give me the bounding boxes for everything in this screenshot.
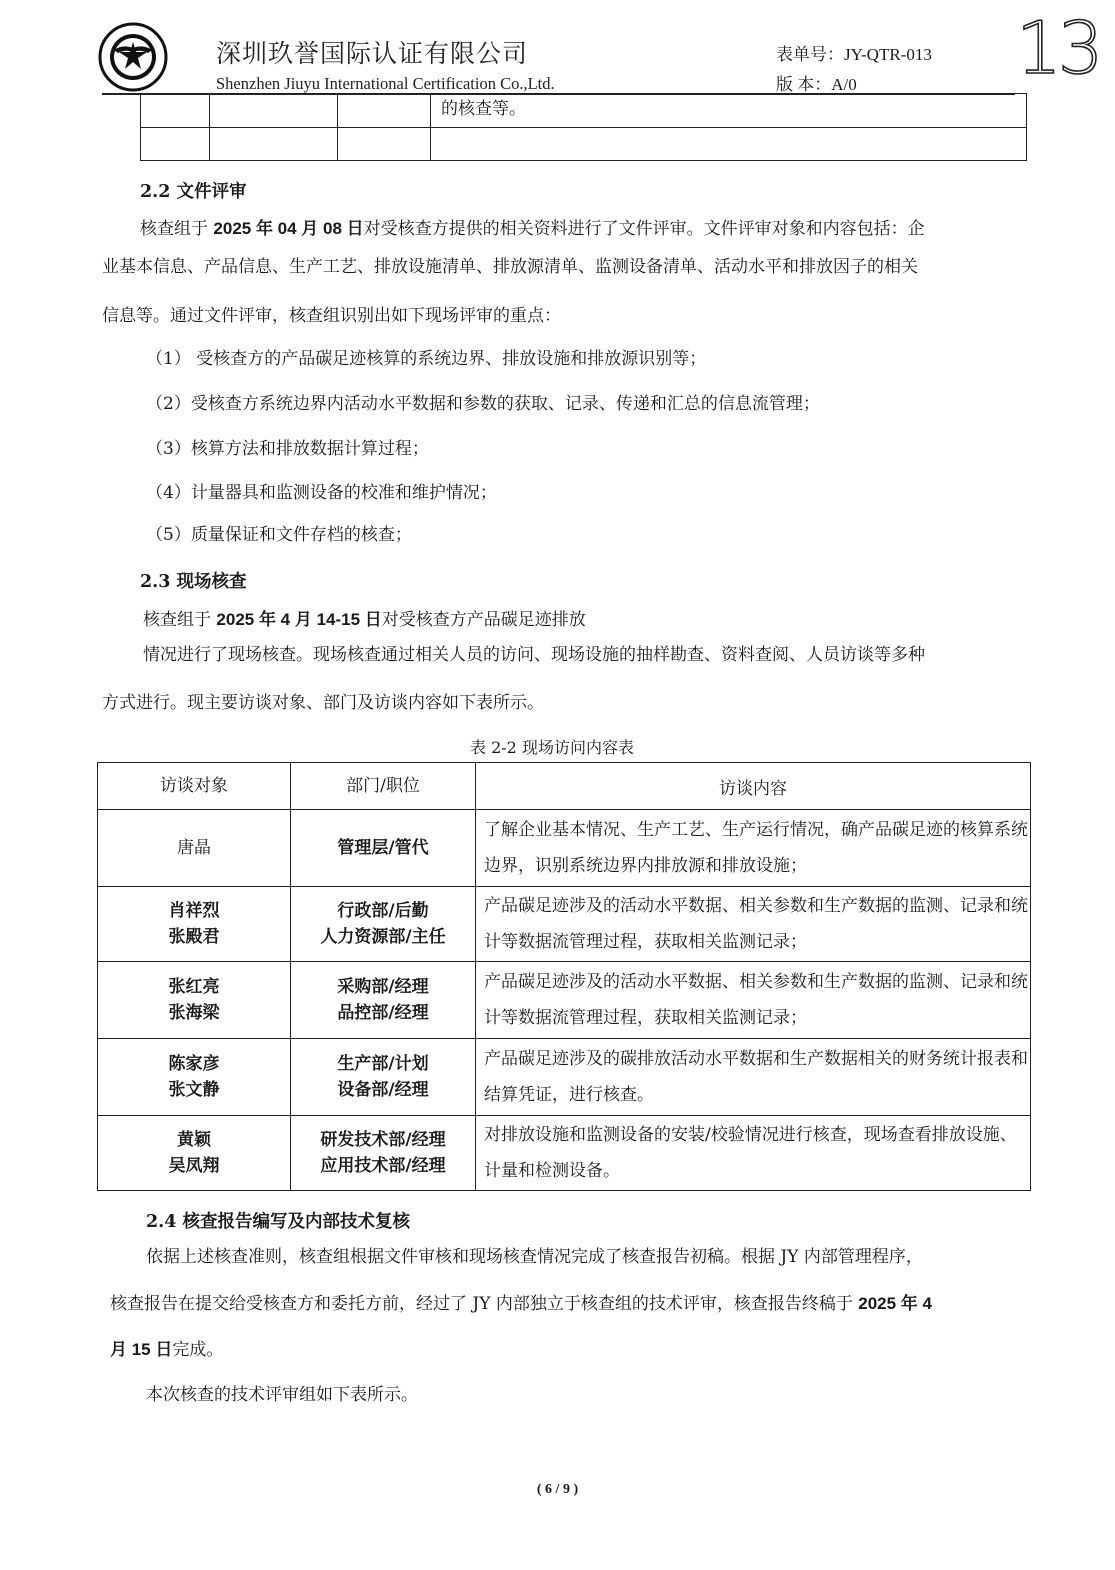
paragraph: 月 15 日完成。: [110, 1340, 224, 1360]
version-number: 版 本：A/0: [776, 75, 857, 94]
paragraph: 核查组于 2025 年 4 月 14-15 日对受核查方产品碳足迹排放: [143, 610, 586, 630]
section-heading: 2.2 文件评审: [140, 182, 247, 202]
table-cell: 产品碳足迹涉及的活动水平数据、相关参数和生产数据的监测、记录和统计等数据流管理过程，获取相关监测记录；: [476, 887, 1031, 962]
list-item: （2）受核查方系统边界内活动水平数据和参数的获取、记录、传递和汇总的信息流管理；: [146, 394, 820, 414]
interview-table: [97, 762, 1031, 1191]
table-header-row: [98, 763, 1031, 810]
table-cell: 唐晶: [98, 810, 291, 887]
paragraph: 本次核查的技术评审组如下表所示。: [146, 1385, 418, 1405]
paragraph: 方式进行。现主要访谈对象、部门及访谈内容如下表所示。: [102, 693, 544, 713]
table-cell: 采购部/经理 品控部/经理: [291, 962, 476, 1039]
paragraph: 信息等。通过文件评审，核查组识别出如下现场评审的重点：: [102, 306, 561, 326]
company-name-cn: 深圳玖誉国际认证有限公司: [216, 39, 529, 68]
page-number: ( 6 / 9 ): [536, 1482, 579, 1497]
table-cell: 对排放设施和监测设备的安装/校验情况进行核查，现场查看排放设施、计量和检测设备。: [476, 1116, 1031, 1191]
table-cell: 行政部/后勤 人力资源部/主任: [291, 887, 476, 962]
table-cell: 陈家彦 张文静: [98, 1039, 291, 1116]
list-item: （5）质量保证和文件存档的核查；: [146, 525, 412, 545]
table-cell: 黄颖 吴凤翔: [98, 1116, 291, 1191]
table-row: [141, 128, 1027, 161]
list-item: （4）计量器具和监测设备的校准和维护情况；: [146, 483, 497, 503]
continuation-table: [140, 93, 1027, 161]
table-cell: 了解企业基本情况、生产工艺、生产运行情况，确产品碳足迹的核算系统边界，识别系统边界内排放源和排放设施；: [476, 810, 1031, 887]
section-heading: 2.3 现场核查: [140, 572, 247, 592]
table-row: [98, 887, 1031, 962]
table-cell: 肖祥烈 张殿君: [98, 887, 291, 962]
column-header: 访谈内容: [476, 763, 1031, 810]
table-cell: 生产部/计划 设备部/经理: [291, 1039, 476, 1116]
form-number: 表单号：JY-QTR-013: [776, 45, 932, 64]
paragraph: 核查报告在提交给受核查方和委托方前，经过了 JY 内部独立于核查组的技术评审，核查报告终稿于 2025 年 4: [110, 1294, 932, 1314]
table-cell: 的核查等。: [431, 94, 1027, 128]
table-row: [98, 1116, 1031, 1191]
table-row: [98, 1039, 1031, 1116]
company-logo: [98, 22, 168, 92]
list-item: （1） 受核查方的产品碳足迹核算的系统边界、排放设施和排放源识别等；: [146, 349, 707, 369]
table-cell: 产品碳足迹涉及的碳排放活动水平数据和生产数据相关的财务统计报表和结算凭证，进行核查。: [476, 1039, 1031, 1116]
paragraph: 依据上述核查准则，核查组根据文件审核和现场核查情况完成了核查报告初稿。根据 JY 内部管理程序，: [146, 1247, 923, 1267]
table-caption: 表 2-2 现场访问内容表: [470, 738, 634, 757]
paragraph: 核查组于 2025 年 04 月 08 日对受核查方提供的相关资料进行了文件评审。文件评审对象和内容包括：企: [140, 219, 925, 239]
handwritten-page-number: 13: [1016, 6, 1100, 90]
table-cell: 张红亮 张海梁: [98, 962, 291, 1039]
paragraph: 情况进行了现场核查。现场核查通过相关人员的访问、现场设施的抽样勘查、资料查阅、人员访谈等多种: [143, 645, 925, 665]
list-item: （3）核算方法和排放数据计算过程；: [146, 439, 429, 459]
column-header: 访谈对象: [98, 763, 291, 810]
table-cell: 产品碳足迹涉及的活动水平数据、相关参数和生产数据的监测、记录和统计等数据流管理过程，获取相关监测记录；: [476, 962, 1031, 1039]
table-row: [98, 962, 1031, 1039]
column-header: 部门/职位: [291, 763, 476, 810]
table-cell: 研发技术部/经理 应用技术部/经理: [291, 1116, 476, 1191]
section-heading: 2.4 核查报告编写及内部技术复核: [146, 1212, 411, 1232]
company-name-en: Shenzhen Jiuyu International Certification Co.,Ltd.: [216, 74, 555, 93]
table-cell: 管理层/管代: [291, 810, 476, 887]
table-row: [98, 810, 1031, 887]
paragraph: 业基本信息、产品信息、生产工艺、排放设施清单、排放源清单、监测设备清单、活动水平和排放因子的相关: [102, 257, 918, 277]
table-row: [141, 94, 1027, 128]
